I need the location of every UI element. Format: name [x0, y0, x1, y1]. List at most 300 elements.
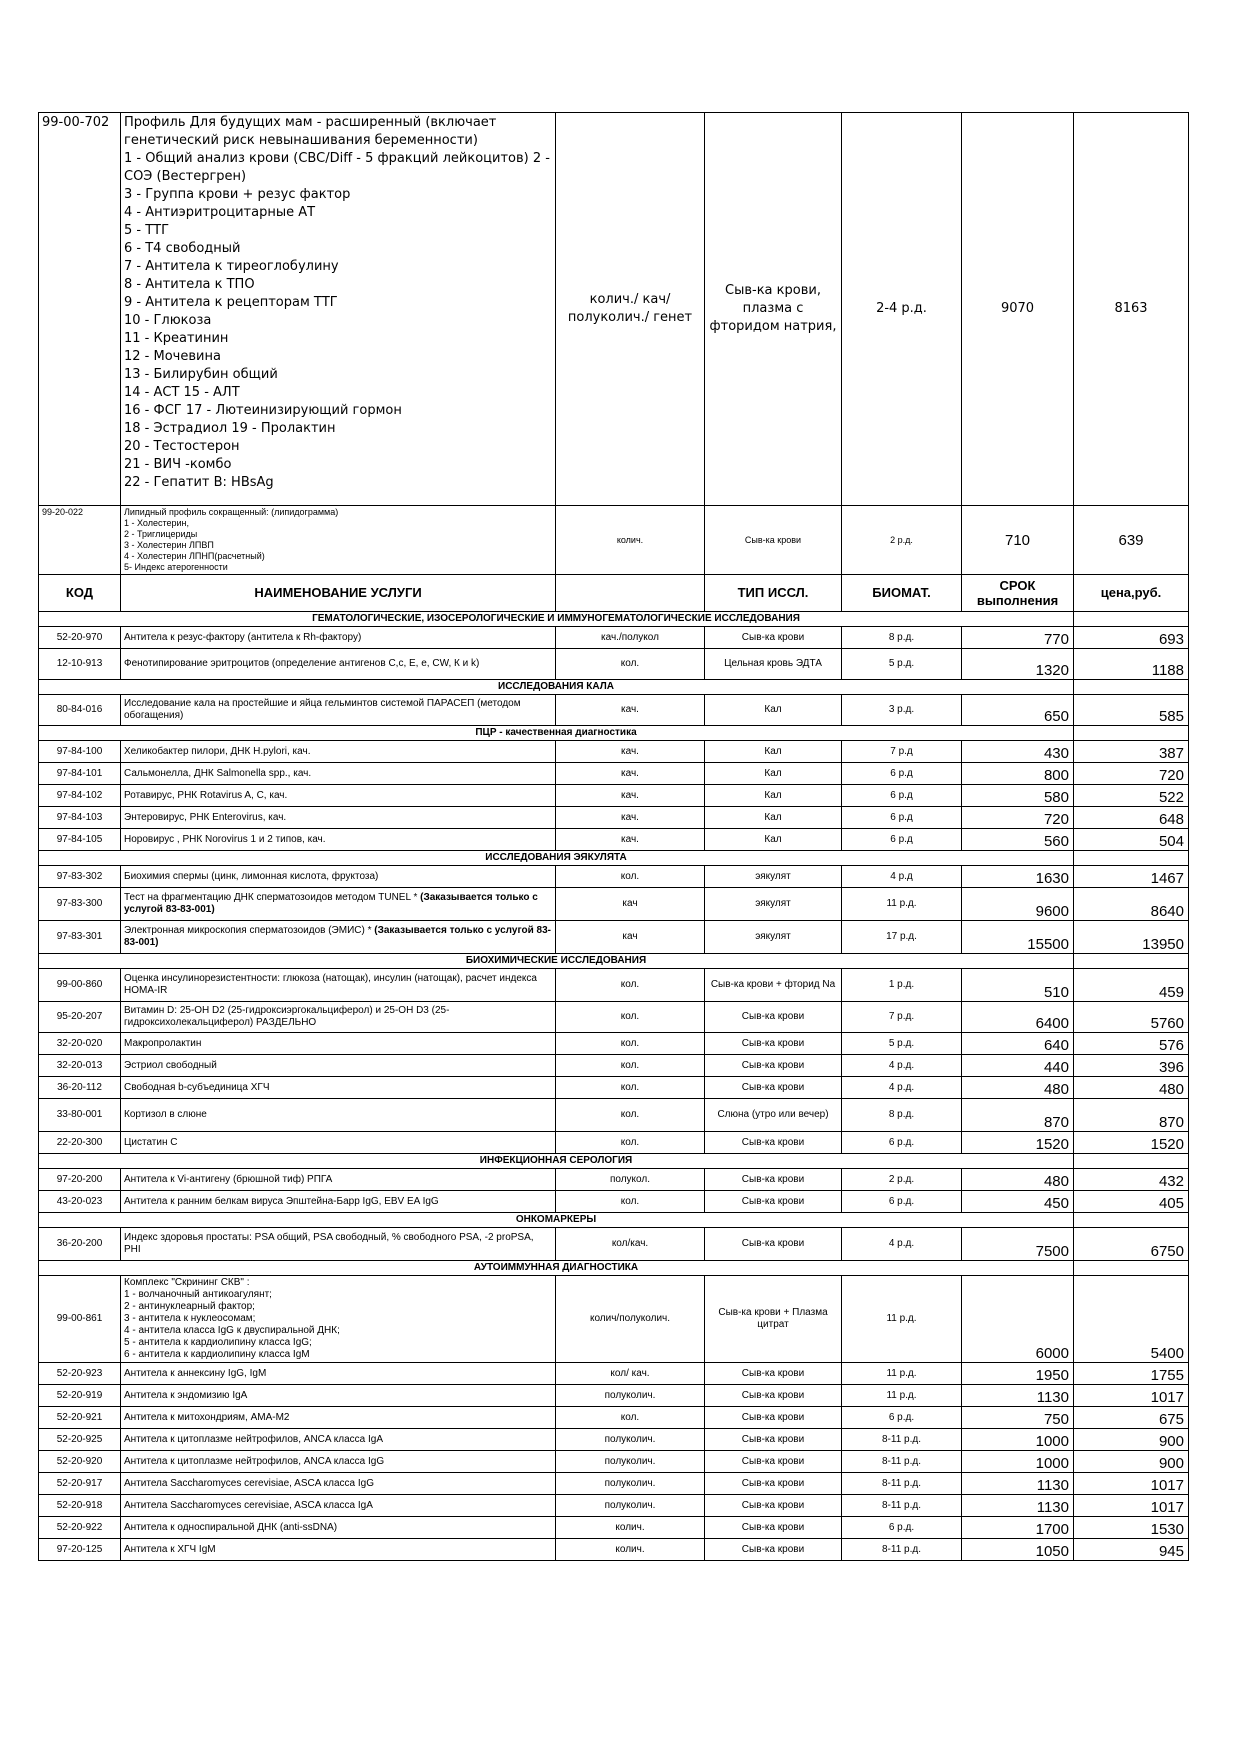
service-type: колич.	[556, 1517, 705, 1539]
service-code: 97-20-125	[39, 1539, 121, 1561]
service-price-discount: 6750	[1074, 1228, 1189, 1261]
service-term: 6 р.д	[842, 807, 962, 829]
service-price-discount: 1017	[1074, 1385, 1189, 1407]
service-term: 11 р.д.	[842, 888, 962, 921]
service-name-text: Ротавирус, РНК Rotavirus A, C, кач.	[124, 789, 288, 801]
lipid-code: 99-20-022	[39, 506, 121, 575]
service-term: 17 р.д.	[842, 921, 962, 954]
header-price: цена,руб.	[1074, 575, 1189, 612]
service-name	[121, 1191, 556, 1213]
service-code: 52-20-970	[39, 627, 121, 649]
service-name	[121, 1363, 556, 1385]
service-price: 870	[962, 1099, 1074, 1132]
section-blank	[1074, 851, 1189, 866]
service-biomat: Кал	[705, 829, 842, 851]
table-row	[39, 866, 1189, 888]
service-biomat: Сыв-ка крови	[705, 1407, 842, 1429]
table-row	[39, 1473, 1189, 1495]
service-name-text: Антитела к Vi-антигену (брюшной тиф) РПГА	[124, 1173, 333, 1185]
table-row	[39, 888, 1189, 921]
service-type: кач	[556, 921, 705, 954]
price-list-table	[38, 112, 1189, 1561]
table-row	[39, 1276, 1189, 1363]
section-title: ИНФЕКЦИОННАЯ СЕРОЛОГИЯ	[39, 1154, 1074, 1169]
service-type: кол.	[556, 1191, 705, 1213]
service-biomat: Сыв-ка крови	[705, 1363, 842, 1385]
service-type: кач	[556, 888, 705, 921]
service-price: 1130	[962, 1473, 1074, 1495]
service-type: кол.	[556, 1033, 705, 1055]
service-term: 11 р.д.	[842, 1385, 962, 1407]
service-term: 6 р.д	[842, 829, 962, 851]
service-code: 97-84-100	[39, 741, 121, 763]
section-blank	[1074, 680, 1189, 695]
table-row	[39, 1132, 1189, 1154]
section-title: БИОХИМИЧЕСКИЕ ИССЛЕДОВАНИЯ	[39, 954, 1074, 969]
service-type: кол.	[556, 866, 705, 888]
service-biomat: Кал	[705, 695, 842, 726]
service-name-text: Тест на фрагментацию ДНК сперматозоидов методом TUNEL *	[124, 892, 421, 903]
service-term: 11 р.д.	[842, 1363, 962, 1385]
service-term: 4 р.д.	[842, 1228, 962, 1261]
service-term: 6 р.д	[842, 785, 962, 807]
service-biomat: Цельная кровь ЭДТА	[705, 649, 842, 680]
service-code: 33-80-001	[39, 1099, 121, 1132]
service-type: кач.	[556, 807, 705, 829]
service-biomat: Сыв-ка крови	[705, 1132, 842, 1154]
profile-biomat: Сыв-ка крови, плазма с фторидом натрия,	[705, 113, 842, 506]
service-name	[121, 1407, 556, 1429]
lipid-term: 2 р.д.	[842, 506, 962, 575]
table-row	[39, 1407, 1189, 1429]
service-term: 6 р.д.	[842, 1517, 962, 1539]
service-price-discount: 1017	[1074, 1495, 1189, 1517]
service-note: (Заказывается только с услугой 83-83-001)	[124, 892, 538, 915]
service-price-discount: 396	[1074, 1055, 1189, 1077]
service-term: 5 р.д.	[842, 649, 962, 680]
profile-name: Профиль Для будущих мам - расширенный (включает генетический риск невынашивания беременности) 1 - Общий анализ крови (CBC/Diff - 5 фракций лейкоцитов) 2 - СОЭ (Вестергрен) 3 - Группа крови + резус фактор 4 - Антиэритроцитарные АТ 5 - ТТГ 6 - Т4 свободный 7 - Антитела к тиреоглобулину 8 - Антитела к ТПО 9 - Антитела к рецепторам ТТГ 10 - Глюкоза 11 - Креатинин 12 - Мочевина 13 - Билирубин общий 14 - АСТ 15 - АЛТ 16 - ФСГ 17 - Лютеинизирующий гормон 18 - Эстрадиол 19 - Пролактин 20 - Тестостерон 21 - ВИЧ -комбо 22 - Гепатит В: HBsAg	[124, 115, 550, 490]
service-price-discount: 480	[1074, 1077, 1189, 1099]
service-price-discount: 5400	[1074, 1276, 1189, 1363]
service-price: 1950	[962, 1363, 1074, 1385]
service-type: кол.	[556, 969, 705, 1002]
service-name-text: Энтеровирус, РНК Enterovirus, кач.	[124, 811, 287, 823]
service-price-discount: 1755	[1074, 1363, 1189, 1385]
service-code: 95-20-207	[39, 1002, 121, 1033]
section-title: ПЦР - качественная диагностика	[39, 726, 1074, 741]
section-title: ОНКОМАРКЕРЫ	[39, 1213, 1074, 1228]
service-name-text: Сальмонелла, ДНК Salmonella spp., кач.	[124, 767, 312, 779]
service-term: 8-11 р.д.	[842, 1429, 962, 1451]
service-name-text: Антитела к ХГЧ IgM	[124, 1543, 216, 1555]
table-row	[39, 763, 1189, 785]
service-price-discount: 1530	[1074, 1517, 1189, 1539]
table-row	[39, 921, 1189, 954]
section-blank	[1074, 612, 1189, 627]
table-row	[39, 1495, 1189, 1517]
service-price-discount: 8640	[1074, 888, 1189, 921]
service-type: кач.	[556, 741, 705, 763]
service-price-discount: 585	[1074, 695, 1189, 726]
service-name	[121, 1473, 556, 1495]
service-name-text: Свободная b-субъединица ХГЧ	[124, 1081, 270, 1093]
service-type: колич/полуколич.	[556, 1276, 705, 1363]
table-row	[39, 829, 1189, 851]
service-type: кач.	[556, 763, 705, 785]
service-name-text: Индекс здоровья простаты: PSA общий, PSA свободный, % свободного PSA, -2 proPSA, PHI	[124, 1232, 534, 1255]
service-price: 440	[962, 1055, 1074, 1077]
service-price-discount: 900	[1074, 1451, 1189, 1473]
service-price-discount: 5760	[1074, 1002, 1189, 1033]
service-code: 43-20-023	[39, 1191, 121, 1213]
service-type: кач.	[556, 695, 705, 726]
service-term: 8-11 р.д.	[842, 1495, 962, 1517]
service-name-text: Антитела к цитоплазме нейтрофилов, ANCA класса IgG	[124, 1455, 385, 1467]
service-price-discount: 504	[1074, 829, 1189, 851]
service-term: 3 р.д.	[842, 695, 962, 726]
header-type: ТИП ИССЛ.	[705, 575, 842, 612]
service-code: 97-83-302	[39, 866, 121, 888]
table-row	[39, 1228, 1189, 1261]
service-name	[121, 1033, 556, 1055]
service-biomat: Сыв-ка крови	[705, 1033, 842, 1055]
service-price: 6400	[962, 1002, 1074, 1033]
service-biomat: Слюна (утро или вечер)	[705, 1099, 842, 1132]
service-biomat: Сыв-ка крови	[705, 1002, 842, 1033]
service-term: 6 р.д	[842, 763, 962, 785]
service-price: 720	[962, 807, 1074, 829]
service-biomat: Сыв-ка крови	[705, 1191, 842, 1213]
service-price: 1000	[962, 1429, 1074, 1451]
service-term: 8-11 р.д.	[842, 1451, 962, 1473]
service-code: 97-84-102	[39, 785, 121, 807]
profile-term: 2-4 р.д.	[842, 113, 962, 506]
service-code: 52-20-917	[39, 1473, 121, 1495]
profile-type: колич./ кач/ полуколич./ генет	[556, 113, 705, 506]
service-price: 1050	[962, 1539, 1074, 1561]
service-code: 32-20-020	[39, 1033, 121, 1055]
service-price: 750	[962, 1407, 1074, 1429]
service-name-text: Антитела Saccharomyces cerevisiae, ASCA класса IgA	[124, 1499, 373, 1511]
section-header	[39, 1213, 1189, 1228]
service-code: 36-20-112	[39, 1077, 121, 1099]
service-term: 7 р.д	[842, 741, 962, 763]
header-term: СРОК выполнения	[962, 575, 1074, 612]
service-name-text: Электронная микроскопия сперматозоидов (ЭМИС) *	[124, 925, 375, 936]
section-header	[39, 726, 1189, 741]
table-row	[39, 1451, 1189, 1473]
service-price: 1130	[962, 1385, 1074, 1407]
service-biomat: Кал	[705, 785, 842, 807]
section-blank	[1074, 1213, 1189, 1228]
profile-price: 9070	[962, 113, 1074, 506]
section-title: АУТОИММУННАЯ ДИАГНОСТИКА	[39, 1261, 1074, 1276]
service-code: 52-20-918	[39, 1495, 121, 1517]
service-price-discount: 432	[1074, 1169, 1189, 1191]
service-name	[121, 763, 556, 785]
service-term: 5 р.д.	[842, 1033, 962, 1055]
service-type: кол.	[556, 1055, 705, 1077]
section-header	[39, 612, 1189, 627]
service-type: кол/кач.	[556, 1228, 705, 1261]
service-price: 7500	[962, 1228, 1074, 1261]
service-price: 430	[962, 741, 1074, 763]
service-name-text: Макропролактин	[124, 1037, 202, 1049]
service-name-text: Антитела к ранним белкам вируса Эпштейна-Барр IgG, EBV EA IgG	[124, 1195, 439, 1207]
table-row	[39, 1055, 1189, 1077]
profile-price-discount: 8163	[1074, 113, 1189, 506]
table-row	[39, 807, 1189, 829]
service-name	[121, 741, 556, 763]
service-type: кач.	[556, 785, 705, 807]
service-code: 52-20-923	[39, 1363, 121, 1385]
service-price-discount: 648	[1074, 807, 1189, 829]
service-name	[121, 1055, 556, 1077]
service-term: 6 р.д.	[842, 1191, 962, 1213]
table-row	[39, 1002, 1189, 1033]
service-price: 480	[962, 1077, 1074, 1099]
header-code: КОД	[39, 575, 121, 612]
lipid-name: Липидный профиль сокращенный: (липидограмма) 1 - Холестерин, 2 - Триглицериды 3 - Холестерин ЛПВП 4 - Холестерин ЛПНП(расчетный) 5- Индекс атерогенности	[121, 506, 556, 575]
service-biomat: Кал	[705, 741, 842, 763]
section-blank	[1074, 1261, 1189, 1276]
service-name-text: Оценка инсулинорезистентности: глюкоза (натощак), инсулин (натощак), расчет индекса HOMA-IR	[124, 973, 537, 996]
lipid-type: колич.	[556, 506, 705, 575]
service-price-discount: 522	[1074, 785, 1189, 807]
service-name-text: Антитела к митохондриям, AMA-M2	[124, 1411, 290, 1423]
service-name	[121, 1002, 556, 1033]
service-biomat: Сыв-ка крови	[705, 627, 842, 649]
service-name	[121, 1385, 556, 1407]
section-title: ИССЛЕДОВАНИЯ ЭЯКУЛЯТА	[39, 851, 1074, 866]
service-name	[121, 649, 556, 680]
service-name-text: Хеликобактер пилори, ДНК H.pylori, кач.	[124, 745, 311, 757]
profile-code: 99-00-702	[39, 113, 121, 506]
service-term: 4 р.д.	[842, 1055, 962, 1077]
service-price: 800	[962, 763, 1074, 785]
service-biomat: Сыв-ка крови	[705, 1473, 842, 1495]
header-biomat: БИОМАТ.	[842, 575, 962, 612]
service-type: кол.	[556, 1099, 705, 1132]
table-row	[39, 969, 1189, 1002]
header-name: НАИМЕНОВАНИЕ УСЛУГИ	[121, 575, 556, 612]
service-code: 99-00-860	[39, 969, 121, 1002]
service-term: 6 р.д.	[842, 1132, 962, 1154]
service-code: 97-84-103	[39, 807, 121, 829]
service-code: 36-20-200	[39, 1228, 121, 1261]
service-price-discount: 900	[1074, 1429, 1189, 1451]
service-code: 22-20-300	[39, 1132, 121, 1154]
service-type: полуколич.	[556, 1385, 705, 1407]
service-name	[121, 1276, 556, 1363]
service-name-text: Витамин D: 25-OH D2 (25-гидроксиэргокальциферол) и 25-OH D3 (25-гидроксихолекальциферол) РАЗДЕЛЬНО	[124, 1005, 450, 1028]
service-biomat: эякулят	[705, 866, 842, 888]
section-header	[39, 954, 1189, 969]
service-name	[121, 1132, 556, 1154]
service-price: 560	[962, 829, 1074, 851]
service-biomat: Сыв-ка крови	[705, 1539, 842, 1561]
service-biomat: эякулят	[705, 888, 842, 921]
table-row	[39, 649, 1189, 680]
section-blank	[1074, 954, 1189, 969]
service-type: полуколич.	[556, 1495, 705, 1517]
service-price-discount: 1467	[1074, 866, 1189, 888]
service-name	[121, 969, 556, 1002]
service-price: 1130	[962, 1495, 1074, 1517]
service-term: 2 р.д.	[842, 1169, 962, 1191]
section-title: ГЕМАТОЛОГИЧЕСКИЕ, ИЗОСЕРОЛОГИЧЕСКИЕ И ИММУНОГЕМАТОЛОГИЧЕСКИЕ ИССЛЕДОВАНИЯ	[39, 612, 1074, 627]
service-price-discount: 405	[1074, 1191, 1189, 1213]
table-header	[39, 575, 1189, 612]
service-term: 6 р.д.	[842, 1407, 962, 1429]
service-type: кол.	[556, 1002, 705, 1033]
table-row	[39, 695, 1189, 726]
service-name	[121, 866, 556, 888]
lipid-row	[39, 506, 1189, 575]
section-blank	[1074, 726, 1189, 741]
service-name	[121, 1429, 556, 1451]
lipid-biomat: Сыв-ка крови	[705, 506, 842, 575]
section-title: ИССЛЕДОВАНИЯ КАЛА	[39, 680, 1074, 695]
table-row	[39, 741, 1189, 763]
service-type: кол.	[556, 1077, 705, 1099]
service-biomat: Сыв-ка крови	[705, 1077, 842, 1099]
table-row	[39, 1429, 1189, 1451]
service-price: 9600	[962, 888, 1074, 921]
service-code: 97-83-301	[39, 921, 121, 954]
service-code: 97-84-105	[39, 829, 121, 851]
lipid-price: 710	[962, 506, 1074, 575]
service-name-text: Антитела Saccharomyces cerevisiae, ASCA класса IgG	[124, 1477, 374, 1489]
section-blank	[1074, 1154, 1189, 1169]
service-price: 1320	[962, 649, 1074, 680]
service-name-text: Антитела к аннексину IgG, IgM	[124, 1367, 267, 1379]
service-price: 580	[962, 785, 1074, 807]
table-row	[39, 1539, 1189, 1561]
service-code: 52-20-920	[39, 1451, 121, 1473]
service-price: 480	[962, 1169, 1074, 1191]
service-biomat: Сыв-ка крови	[705, 1228, 842, 1261]
service-name	[121, 627, 556, 649]
service-term: 8 р.д.	[842, 627, 962, 649]
table-row	[39, 1169, 1189, 1191]
service-code: 97-83-300	[39, 888, 121, 921]
service-price: 650	[962, 695, 1074, 726]
table-row	[39, 1191, 1189, 1213]
lipid-price-discount: 639	[1074, 506, 1189, 575]
service-price-discount: 870	[1074, 1099, 1189, 1132]
section-header	[39, 680, 1189, 695]
service-biomat: Сыв-ка крови	[705, 1517, 842, 1539]
service-price-discount: 1520	[1074, 1132, 1189, 1154]
table-row	[39, 1517, 1189, 1539]
service-type: полукол.	[556, 1169, 705, 1191]
table-row	[39, 1099, 1189, 1132]
service-price: 1000	[962, 1451, 1074, 1473]
service-name	[121, 888, 556, 921]
service-term: 11 р.д.	[842, 1276, 962, 1363]
service-type: кач.	[556, 829, 705, 851]
table-row	[39, 1077, 1189, 1099]
service-name	[121, 921, 556, 954]
service-name-text: Антитела к резус-фактору (антитела к Rh-фактору)	[124, 631, 362, 643]
service-name	[121, 1517, 556, 1539]
service-biomat: Сыв-ка крови	[705, 1451, 842, 1473]
service-price: 640	[962, 1033, 1074, 1055]
section-header	[39, 1154, 1189, 1169]
service-price: 1520	[962, 1132, 1074, 1154]
service-type: полуколич.	[556, 1429, 705, 1451]
service-name-text: Фенотипирование эритроцитов (определение антигенов С,с, Е, е, CW, К и k)	[124, 658, 480, 669]
table-row	[39, 1033, 1189, 1055]
service-name-text: Исследование кала на простейшие и яйца гельминтов системой ПАРАСЕП (методом обогащения)	[124, 698, 521, 721]
service-price: 1630	[962, 866, 1074, 888]
service-biomat: Сыв-ка крови	[705, 1169, 842, 1191]
service-biomat: Кал	[705, 807, 842, 829]
service-code: 80-84-016	[39, 695, 121, 726]
table-row	[39, 785, 1189, 807]
service-name-text: Антитела к эндомизию IgA	[124, 1389, 248, 1401]
service-code: 52-20-919	[39, 1385, 121, 1407]
service-price-discount: 945	[1074, 1539, 1189, 1561]
service-term: 4 р.д.	[842, 1077, 962, 1099]
service-price-discount: 1188	[1074, 649, 1189, 680]
service-type: колич.	[556, 1539, 705, 1561]
service-biomat: Сыв-ка крови + Плазма цитрат	[705, 1276, 842, 1363]
service-biomat: Сыв-ка крови + фторид Na	[705, 969, 842, 1002]
table-row	[39, 627, 1189, 649]
service-term: 8 р.д.	[842, 1099, 962, 1132]
service-term: 1 р.д.	[842, 969, 962, 1002]
service-code: 99-00-861	[39, 1276, 121, 1363]
service-code: 97-20-200	[39, 1169, 121, 1191]
service-price-discount: 459	[1074, 969, 1189, 1002]
service-price-discount: 13950	[1074, 921, 1189, 954]
service-name	[121, 785, 556, 807]
service-name-text: Комплекс "Скрининг СКВ" : 1 - волчаночный антикоагулянт; 2 - антинуклеарный фактор; 3 - антитела к нуклеосомам; 4 - антитела класса IgG к двуспиральной ДНК; 5 - антитела к кардиолипину класса IgG; 6 - антитела к кардиолипину класса IgM	[124, 1277, 340, 1360]
service-name	[121, 1495, 556, 1517]
service-biomat: эякулят	[705, 921, 842, 954]
service-name-text: Норовирус , РНК Norovirus 1 и 2 типов, кач.	[124, 833, 326, 845]
section-header	[39, 1261, 1189, 1276]
service-type: полуколич.	[556, 1473, 705, 1495]
service-name-text: Биохимия спермы (цинк, лимонная кислота, фруктоза)	[124, 870, 379, 882]
service-biomat: Сыв-ка крови	[705, 1495, 842, 1517]
service-code: 52-20-925	[39, 1429, 121, 1451]
service-biomat: Сыв-ка крови	[705, 1055, 842, 1077]
service-code: 12-10-913	[39, 649, 121, 680]
service-term: 8-11 р.д.	[842, 1473, 962, 1495]
service-name	[121, 1539, 556, 1561]
service-type: кол/ кач.	[556, 1363, 705, 1385]
service-price-discount: 387	[1074, 741, 1189, 763]
service-price-discount: 720	[1074, 763, 1189, 785]
service-name-text: Цистатин С	[124, 1136, 178, 1148]
service-name	[121, 829, 556, 851]
service-type: кол.	[556, 1132, 705, 1154]
service-biomat: Кал	[705, 763, 842, 785]
service-note: (Заказывается только с услугой 83-83-001)	[124, 925, 551, 948]
service-code: 52-20-922	[39, 1517, 121, 1539]
service-price: 1700	[962, 1517, 1074, 1539]
service-price: 15500	[962, 921, 1074, 954]
service-code: 97-84-101	[39, 763, 121, 785]
service-price-discount: 1017	[1074, 1473, 1189, 1495]
service-name-text: Антитела к односпиральной ДНК (anti-ssDNA)	[124, 1521, 338, 1533]
service-name	[121, 1169, 556, 1191]
table-row	[39, 1363, 1189, 1385]
service-type: кол.	[556, 1407, 705, 1429]
